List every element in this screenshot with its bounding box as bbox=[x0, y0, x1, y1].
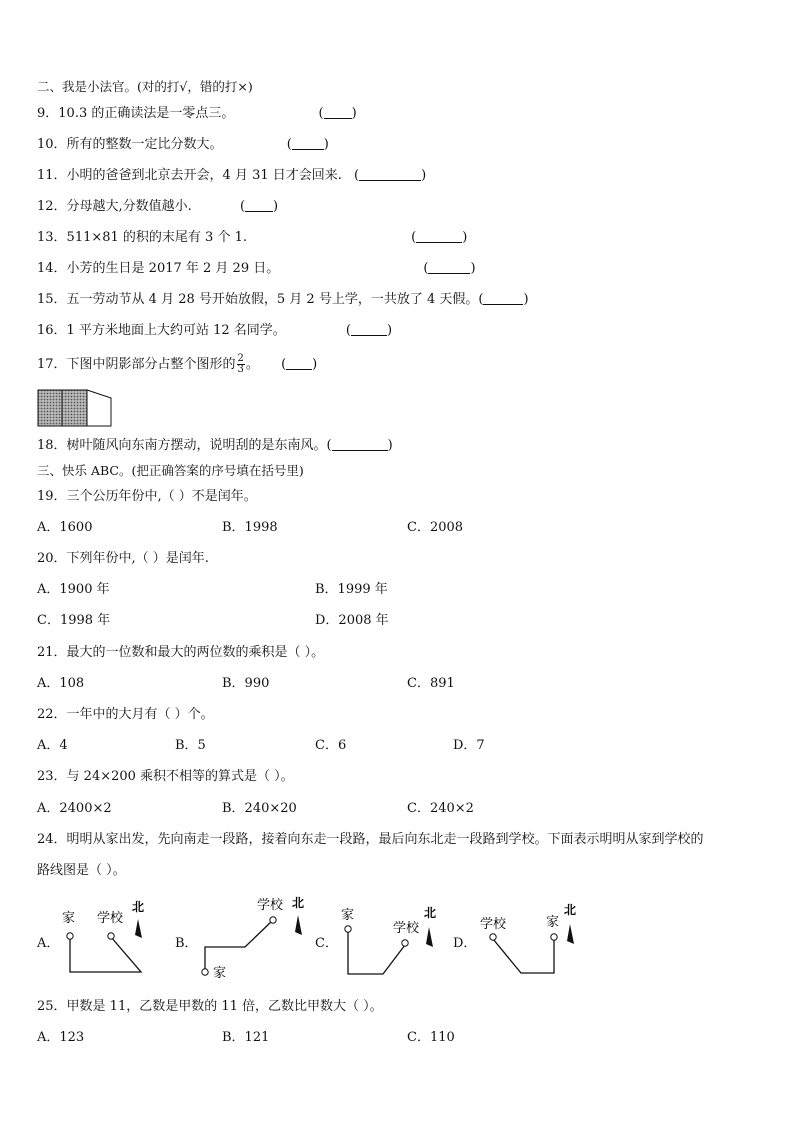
option-c[interactable]: C． bbox=[315, 936, 338, 951]
question-text: 15．五一劳动节从 4 月 28 号开始放假，5 月 2 号上学，一共放了 4 天假。 bbox=[37, 292, 479, 307]
question-10: 10．所有的整数一定比分数大。 ( ) bbox=[37, 137, 329, 152]
question-22: 22．一年中的大月有（ ）个。 bbox=[37, 707, 214, 722]
question-24-line2: 路线图是（ ）。 bbox=[37, 863, 126, 878]
school-point bbox=[108, 933, 114, 939]
home-label: 家 bbox=[341, 908, 355, 923]
option-c[interactable]: C．1998 年 bbox=[37, 613, 111, 628]
route-diagram-a bbox=[50, 895, 160, 980]
question-text: 9．10.3 的正确读法是一零点三。 bbox=[37, 106, 235, 121]
option-c[interactable]: C．2008 bbox=[407, 520, 464, 535]
option-c[interactable]: C．110 bbox=[407, 1030, 455, 1045]
option-d[interactable]: D．7 bbox=[453, 738, 485, 753]
unshaded-part bbox=[87, 390, 111, 426]
answer-blank[interactable] bbox=[483, 291, 523, 305]
question-14: 14．小芳的生日是 2017 年 2 月 29 日。 ( ) bbox=[37, 261, 476, 276]
answer-blank[interactable] bbox=[351, 322, 387, 336]
home-label: 家 bbox=[213, 966, 227, 981]
route-line bbox=[70, 937, 141, 972]
school-point bbox=[490, 934, 496, 940]
answer-blank[interactable] bbox=[324, 105, 352, 119]
option-a[interactable]: A．1600 bbox=[37, 520, 93, 535]
home-point bbox=[551, 934, 557, 940]
north-label: 北 bbox=[424, 906, 437, 920]
option-b[interactable]: B． bbox=[175, 936, 198, 951]
school-label: 学校 bbox=[480, 917, 507, 932]
answer-blank[interactable] bbox=[359, 167, 421, 181]
option-c[interactable]: C．891 bbox=[407, 676, 455, 691]
answer-blank[interactable] bbox=[292, 136, 324, 150]
question-16: 16．1 平方米地面上大约可站 12 名同学。 ( ) bbox=[37, 323, 393, 338]
answer-blank[interactable] bbox=[245, 198, 273, 212]
home-label: 家 bbox=[546, 915, 560, 930]
school-label: 学校 bbox=[97, 911, 124, 926]
school-point bbox=[402, 940, 408, 946]
option-a[interactable]: A．108 bbox=[37, 676, 85, 691]
option-b[interactable]: B．1998 bbox=[222, 520, 278, 535]
school-label: 学校 bbox=[257, 898, 284, 913]
question-text: 16．1 平方米地面上大约可站 12 名同学。 bbox=[37, 323, 286, 338]
question-text: 12．分母越大,分数值越小. bbox=[37, 199, 192, 214]
fraction: $\frac{2}{3}$ bbox=[237, 353, 244, 375]
option-b[interactable]: B．990 bbox=[222, 676, 270, 691]
shaded-rectangle-figure bbox=[37, 389, 113, 429]
question-text: 14．小芳的生日是 2017 年 2 月 29 日。 bbox=[37, 261, 280, 276]
question-9: 9．10.3 的正确读法是一零点三。 ( ) bbox=[37, 106, 357, 121]
north-arrow-icon bbox=[135, 919, 142, 938]
north-label: 北 bbox=[564, 903, 577, 917]
answer-blank[interactable] bbox=[416, 229, 462, 243]
question-19: 19．三个公历年份中,（ ）不是闰年。 bbox=[37, 489, 257, 504]
section-title-choice: 三、快乐 ABC。(把正确答案的序号填在括号里) bbox=[37, 463, 304, 478]
option-d[interactable]: D．2008 年 bbox=[315, 613, 389, 628]
question-text: 18．树叶随风向东南方摆动，说明刮的是东南风。 bbox=[37, 438, 327, 453]
option-c[interactable]: C．240×2 bbox=[407, 801, 474, 816]
question-21: 21．最大的一位数和最大的两位数的乘积是（ ）。 bbox=[37, 645, 325, 660]
north-label: 北 bbox=[132, 900, 145, 914]
home-label: 家 bbox=[62, 911, 76, 926]
question-text: 10．所有的整数一定比分数大。 bbox=[37, 137, 223, 152]
option-a[interactable]: A．2400×2 bbox=[37, 801, 112, 816]
school-label: 学校 bbox=[393, 921, 420, 936]
answer-blank[interactable] bbox=[428, 260, 470, 274]
question-18: 18．树叶随风向东南方摆动，说明刮的是东南风。( ) bbox=[37, 438, 393, 453]
question-text: 13．511×81 的积的末尾有 3 个 1. bbox=[37, 230, 247, 245]
home-point bbox=[202, 969, 208, 975]
school-point bbox=[270, 917, 276, 923]
question-text: 11．小明的爸爸到北京去开会，4 月 31 日才会回来. bbox=[37, 168, 342, 183]
option-b[interactable]: B．1999 年 bbox=[315, 582, 388, 597]
home-point bbox=[67, 933, 73, 939]
north-arrow-icon bbox=[426, 927, 433, 947]
route-line bbox=[493, 939, 554, 973]
answer-blank[interactable] bbox=[286, 356, 312, 370]
north-arrow-icon bbox=[567, 924, 574, 944]
option-c[interactable]: C．6 bbox=[315, 738, 347, 753]
question-17: 17．下图中阴影部分占整个图形的 $\frac{2}{3}$ 。 ( ) bbox=[37, 353, 318, 375]
north-arrow-icon bbox=[295, 915, 302, 935]
option-a[interactable]: A．1900 年 bbox=[37, 582, 110, 597]
answer-blank[interactable] bbox=[332, 437, 388, 451]
route-diagram-b bbox=[195, 893, 315, 983]
option-b[interactable]: B．5 bbox=[175, 738, 206, 753]
option-a[interactable]: A． bbox=[37, 936, 60, 951]
question-23: 23．与 24×200 乘积不相等的算式是（ ）。 bbox=[37, 769, 294, 784]
question-15: 15．五一劳动节从 4 月 28 号开始放假，5 月 2 号上学，一共放了 4 天假。( ) bbox=[37, 292, 529, 307]
question-24-line1: 24．明明从家出发，先向南走一段路，接着向东走一段路，最后向东北走一段路到学校。下面表示明明从家到学校的 bbox=[37, 832, 704, 847]
route-line bbox=[348, 931, 405, 974]
route-diagram-c bbox=[335, 895, 445, 980]
north-label: 北 bbox=[292, 896, 305, 910]
question-11: 11．小明的爸爸到北京去开会，4 月 31 日才会回来. ( ) bbox=[37, 168, 427, 183]
route-diagram-d bbox=[472, 895, 582, 980]
question-25: 25．甲数是 11，乙数是甲数的 11 倍，乙数比甲数大（ ）。 bbox=[37, 999, 383, 1014]
question-13: 13．511×81 的积的末尾有 3 个 1. ( ) bbox=[37, 230, 468, 245]
option-d[interactable]: D． bbox=[453, 936, 477, 951]
option-a[interactable]: A．123 bbox=[37, 1030, 85, 1045]
route-line bbox=[205, 921, 272, 971]
option-b[interactable]: B．121 bbox=[222, 1030, 270, 1045]
question-20: 20．下列年份中,（ ）是闰年. bbox=[37, 551, 209, 566]
option-b[interactable]: B．240×20 bbox=[222, 801, 297, 816]
question-text: 17．下图中阴影部分占整个图形的 bbox=[37, 357, 236, 372]
section-title-judge: 二、我是小法官。(对的打√，错的打×) bbox=[37, 79, 253, 94]
home-point bbox=[345, 926, 351, 932]
option-a[interactable]: A．4 bbox=[37, 738, 68, 753]
question-12: 12．分母越大,分数值越小. ( ) bbox=[37, 199, 279, 214]
